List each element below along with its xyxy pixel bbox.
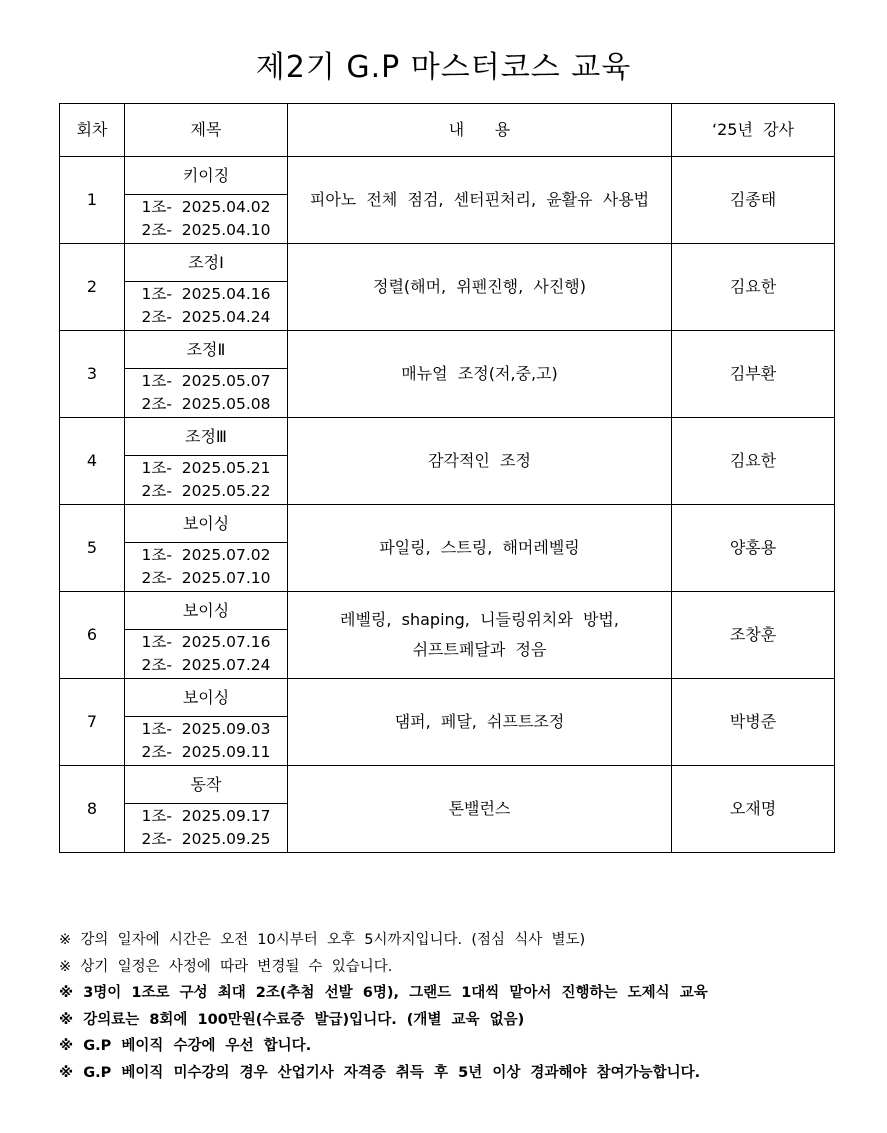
date-line: 1조- 2025.05.21 bbox=[141, 459, 271, 477]
subject-cell: 조정Ⅱ bbox=[125, 331, 288, 369]
round-cell: 8 bbox=[60, 766, 125, 853]
table-row bbox=[60, 157, 835, 195]
round-cell: 5 bbox=[60, 505, 125, 592]
dates-cell bbox=[125, 717, 288, 766]
date-line: 1조- 2025.09.03 bbox=[141, 720, 271, 738]
table-row bbox=[60, 331, 835, 369]
dates-cell bbox=[125, 195, 288, 244]
round-cell: 6 bbox=[60, 592, 125, 679]
round-cell: 2 bbox=[60, 244, 125, 331]
content-line: 매뉴얼 조정(저,중,고) bbox=[401, 364, 558, 383]
date-line: 2조- 2025.07.10 bbox=[141, 569, 271, 587]
table-row bbox=[60, 505, 835, 543]
content-cell bbox=[288, 157, 672, 244]
note-line: ※ G.P 베이직 미수강의 경우 산업기사 자격증 취득 후 5년 이상 경과해야 참여가능합니다. bbox=[59, 1064, 701, 1081]
instructor-cell: 박병준 bbox=[672, 679, 835, 766]
note-line: ※ G.P 베이직 수강에 우선 합니다. bbox=[59, 1038, 312, 1054]
date-line: 2조- 2025.05.08 bbox=[141, 395, 271, 413]
content-cell bbox=[288, 766, 672, 853]
instructor-cell: 조창훈 bbox=[672, 592, 835, 679]
content-line: 피아노 전체 점검, 센터핀처리, 윤활유 사용법 bbox=[309, 190, 650, 209]
table-row bbox=[60, 244, 835, 282]
content-line: 정렬(해머, 위펜진행, 사진행) bbox=[372, 277, 587, 296]
date-line: 2조- 2025.05.22 bbox=[141, 482, 271, 500]
dates-cell bbox=[125, 804, 288, 853]
table-row bbox=[60, 679, 835, 717]
date-line: 2조- 2025.04.10 bbox=[141, 221, 271, 239]
round-cell: 4 bbox=[60, 418, 125, 505]
content-line: 쉬프트페달과 정음 bbox=[412, 640, 547, 659]
note-line: ※ 3명이 1조로 구성 최대 2조(추첨 선발 6명), 그랜드 1대씩 맡아서 진행하는 도제식 교육 bbox=[59, 985, 708, 1001]
instructor-cell: 김요한 bbox=[672, 418, 835, 505]
date-line: 2조- 2025.04.24 bbox=[141, 308, 271, 326]
content-cell bbox=[288, 418, 672, 505]
dates-cell bbox=[125, 630, 288, 679]
note-line: ※ 강의 일자에 시간은 오전 10시부터 오후 5시까지입니다. (점심 식사 별도) bbox=[59, 932, 586, 948]
document-title: 제2기 G.P 마스터코스 교육 bbox=[255, 50, 632, 85]
schedule-table bbox=[59, 103, 835, 853]
subject-cell: 보이싱 bbox=[125, 505, 288, 543]
date-line: 2조- 2025.07.24 bbox=[141, 656, 271, 674]
content-line: 파일링, 스트링, 해머레벨링 bbox=[379, 538, 580, 557]
content-line: 톤밸런스 bbox=[448, 799, 511, 818]
date-line: 1조- 2025.09.17 bbox=[141, 807, 271, 825]
note-line: ※ 강의료는 8회에 100만원(수료증 발급)입니다. (개별 교육 없음) bbox=[59, 1011, 525, 1028]
instructor-cell: 김부환 bbox=[672, 331, 835, 418]
subject-cell: 조정Ⅰ bbox=[125, 244, 288, 282]
table-header-row bbox=[60, 104, 835, 157]
date-line: 2조- 2025.09.25 bbox=[141, 830, 271, 848]
date-line: 1조- 2025.04.02 bbox=[141, 198, 271, 216]
round-cell: 1 bbox=[60, 157, 125, 244]
content-line: 레벨링, shaping, 니들링위치와 방법, bbox=[340, 610, 619, 629]
dates-cell bbox=[125, 369, 288, 418]
note-line: ※ 상기 일정은 사정에 따라 변경될 수 있습니다. bbox=[59, 958, 393, 975]
subject-cell: 키이징 bbox=[125, 157, 288, 195]
date-line: 2조- 2025.09.11 bbox=[141, 743, 271, 761]
content-cell bbox=[288, 505, 672, 592]
subject-cell: 보이싱 bbox=[125, 679, 288, 717]
instructor-cell: 양홍용 bbox=[672, 505, 835, 592]
date-line: 1조- 2025.04.16 bbox=[141, 285, 271, 303]
date-line: 1조- 2025.07.02 bbox=[141, 546, 271, 564]
dates-cell bbox=[125, 456, 288, 505]
instructor-cell: 김종태 bbox=[672, 157, 835, 244]
subject-cell: 조정Ⅲ bbox=[125, 418, 288, 456]
content-line: 감각적인 조정 bbox=[428, 451, 531, 470]
header-content: 내 용 bbox=[288, 104, 672, 157]
date-line: 1조- 2025.07.16 bbox=[141, 633, 271, 651]
subject-cell: 보이싱 bbox=[125, 592, 288, 630]
round-cell: 3 bbox=[60, 331, 125, 418]
table-row bbox=[60, 418, 835, 456]
instructor-cell: 오재명 bbox=[672, 766, 835, 853]
header-subject: 제목 bbox=[125, 104, 288, 157]
table-row bbox=[60, 592, 835, 630]
header-instructor: ‘25년 강사 bbox=[672, 104, 835, 157]
content-cell bbox=[288, 244, 672, 331]
subject-cell: 동작 bbox=[125, 766, 288, 804]
content-line: 댐퍼, 페달, 쉬프트조정 bbox=[394, 712, 565, 731]
round-cell: 7 bbox=[60, 679, 125, 766]
header-round: 회차 bbox=[60, 104, 125, 157]
content-cell bbox=[288, 679, 672, 766]
dates-cell bbox=[125, 543, 288, 592]
table-row bbox=[60, 766, 835, 804]
notes-section bbox=[59, 927, 859, 1086]
content-cell bbox=[288, 592, 672, 679]
dates-cell bbox=[125, 282, 288, 331]
instructor-cell: 김요한 bbox=[672, 244, 835, 331]
date-line: 1조- 2025.05.07 bbox=[141, 372, 271, 390]
content-cell bbox=[288, 331, 672, 418]
